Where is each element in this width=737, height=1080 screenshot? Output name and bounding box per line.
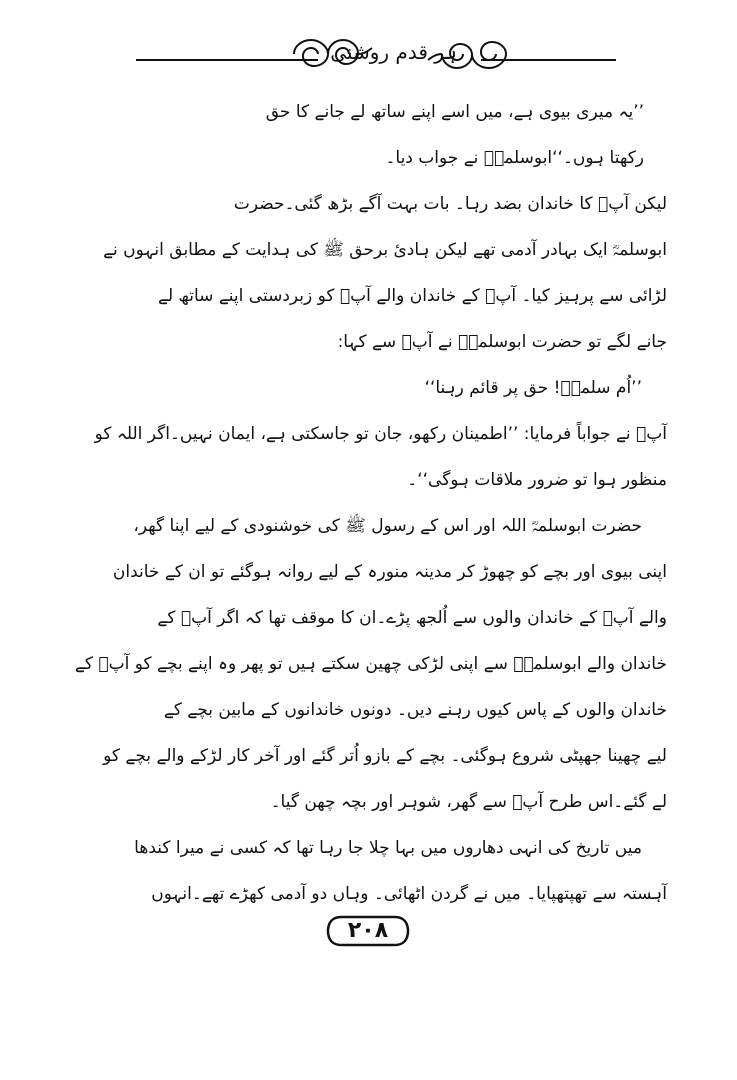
page-number: ۲۰۸: [347, 918, 389, 943]
text-line: لے گئے۔اس طرح آپؓ سے گھر، شوہر اور بچہ چھن گیا۔: [270, 792, 667, 812]
text-line: حضرت ابوسلمہؓ اللہ اور اس کے رسول ﷺ کی خوشنودی کے لیے اپنا گھر،: [133, 516, 642, 536]
page-title: ہر قدم روشنی: [330, 40, 457, 64]
text-line: والے آپؓ کے خاندان والوں سے اُلجھ پڑے۔ان کا موقف تھا کہ اگر آپؓ کے: [157, 608, 667, 628]
text-line: لڑائی سے پرہیز کیا۔ آپؓ کے خاندان والے آپؓ کو زبردستی اپنے ساتھ لے: [157, 286, 667, 306]
text-line: لیکن آپؓ کا خاندان بضد رہا۔ بات بہت آگے بڑھ گئی۔حضرت: [233, 194, 667, 214]
text-line: اپنی بیوی اور بچے کو چھوڑ کر مدینہ منورہ کے لیے روانہ ہوگئے تو ان کے خاندان: [112, 562, 667, 582]
text-line: منظور ہوا تو ضرور ملاقات ہوگی‘‘۔: [407, 470, 667, 490]
text-line: خاندان والوں کے پاس کیوں رہنے دیں۔ دونوں خاندانوں کے مابین بچے کے: [163, 700, 667, 720]
text-line: خاندان والے ابوسلمہؓ سے اپنی لڑکی چھین سکتے ہیں تو پھر وہ اپنے بچے کو آپؓ کے: [74, 654, 667, 674]
text-line: ابوسلمہؓ ایک بہادر آدمی تھے لیکن ہادیٔ برحق ﷺ کی ہدایت کے مطابق انہوں نے: [103, 240, 667, 260]
text-line: آہستہ سے تھپتھپایا۔ میں نے گردن اٹھائی۔ وہاں دو آدمی کھڑے تھے۔انہوں: [151, 884, 667, 904]
page-number-badge: [325, 914, 411, 948]
text-line: ’’یہ میری بیوی ہے، میں اسے اپنے ساتھ لے جانے کا حق: [265, 102, 644, 122]
text-line: جانے لگے تو حضرت ابوسلمہؓ نے آپؓ سے کہا:: [337, 332, 667, 352]
text-line: ’’اُم سلمہؓ! حق پر قائم رہنا‘‘: [424, 378, 642, 398]
text-line: آپؓ نے جواباً فرمایا: ’’اطمینان رکھو، جان تو جاسکتی ہے، ایمان نہیں۔اگر اللہ کو: [94, 424, 667, 444]
text-line: لیے چھینا جھپٹی شروع ہوگئی۔ بچے کے بازو اُتر گئے اور آخر کار لڑکے والے بچے کو: [103, 746, 667, 766]
text-line: رکھتا ہوں۔‘‘ابوسلمہؓ نے جواب دیا۔: [385, 148, 644, 168]
text-line: میں تاریخ کی انہی دھاروں میں بہا چلا جا رہا تھا کہ کسی نے میرا کندھا: [134, 838, 642, 858]
